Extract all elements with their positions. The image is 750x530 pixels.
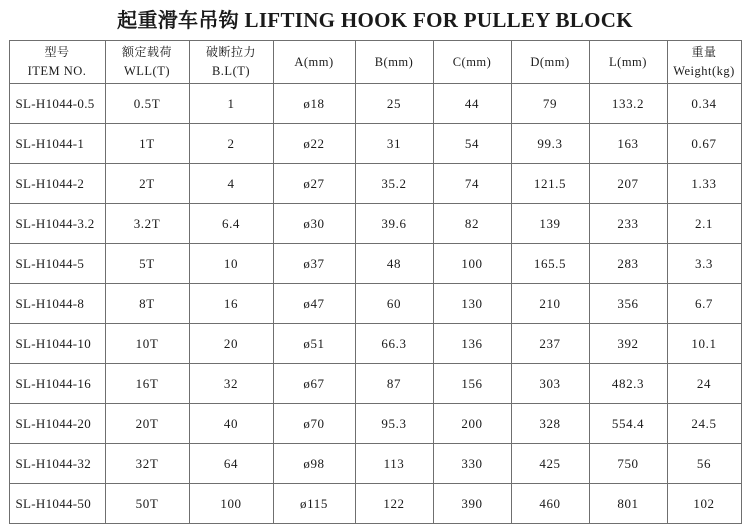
page-title xyxy=(0,0,750,40)
cell-wll: 0.5T xyxy=(105,84,189,124)
cell-d: 303 xyxy=(511,364,589,404)
cell-d: 328 xyxy=(511,404,589,444)
cell-weight: 56 xyxy=(667,444,741,484)
cell-bl: 10 xyxy=(189,244,273,284)
cell-b: 113 xyxy=(355,444,433,484)
cell-weight: 102 xyxy=(667,484,741,524)
table-row xyxy=(9,324,741,364)
cell-l: 554.4 xyxy=(589,404,667,444)
cell-a: ø67 xyxy=(273,364,355,404)
cell-d: 425 xyxy=(511,444,589,484)
cell-c: 54 xyxy=(433,124,511,164)
cell-b: 31 xyxy=(355,124,433,164)
cell-c: 130 xyxy=(433,284,511,324)
cell-model: SL-H1044-32 xyxy=(9,444,105,484)
cell-a: ø37 xyxy=(273,244,355,284)
cell-model: SL-H1044-1 xyxy=(9,124,105,164)
column-header-c: C(mm) xyxy=(433,41,511,84)
cell-model: SL-H1044-16 xyxy=(9,364,105,404)
cell-d: 121.5 xyxy=(511,164,589,204)
cell-weight: 1.33 xyxy=(667,164,741,204)
cell-a: ø47 xyxy=(273,284,355,324)
cell-c: 100 xyxy=(433,244,511,284)
table-row xyxy=(9,444,741,484)
cell-a: ø27 xyxy=(273,164,355,204)
cell-d: 99.3 xyxy=(511,124,589,164)
table-row xyxy=(9,164,741,204)
table-row xyxy=(9,244,741,284)
cell-d: 460 xyxy=(511,484,589,524)
cell-wll: 3.2T xyxy=(105,204,189,244)
cell-b: 60 xyxy=(355,284,433,324)
table-row xyxy=(9,84,741,124)
cell-wll: 1T xyxy=(105,124,189,164)
table-row xyxy=(9,124,741,164)
table-header-row xyxy=(9,41,741,84)
table-row xyxy=(9,484,741,524)
cell-l: 233 xyxy=(589,204,667,244)
cell-a: ø18 xyxy=(273,84,355,124)
cell-c: 82 xyxy=(433,204,511,244)
column-header-wll: 额定载荷 WLL(T) xyxy=(105,41,189,84)
cell-weight: 2.1 xyxy=(667,204,741,244)
cell-model: SL-H1044-2 xyxy=(9,164,105,204)
cell-l: 392 xyxy=(589,324,667,364)
column-header-bl: 破断拉力 B.L(T) xyxy=(189,41,273,84)
cell-model: SL-H1044-20 xyxy=(9,404,105,444)
page-title-english: LIFTING HOOK FOR PULLEY BLOCK xyxy=(244,8,633,32)
table-row xyxy=(9,404,741,444)
cell-wll: 50T xyxy=(105,484,189,524)
table-row xyxy=(9,204,741,244)
column-header-b: B(mm) xyxy=(355,41,433,84)
cell-weight: 6.7 xyxy=(667,284,741,324)
cell-weight: 3.3 xyxy=(667,244,741,284)
cell-b: 35.2 xyxy=(355,164,433,204)
cell-d: 210 xyxy=(511,284,589,324)
cell-a: ø30 xyxy=(273,204,355,244)
cell-weight: 24.5 xyxy=(667,404,741,444)
cell-b: 48 xyxy=(355,244,433,284)
cell-a: ø98 xyxy=(273,444,355,484)
specification-table xyxy=(9,40,742,524)
cell-model: SL-H1044-50 xyxy=(9,484,105,524)
cell-model: SL-H1044-8 xyxy=(9,284,105,324)
cell-weight: 0.67 xyxy=(667,124,741,164)
cell-l: 283 xyxy=(589,244,667,284)
cell-wll: 20T xyxy=(105,404,189,444)
cell-bl: 40 xyxy=(189,404,273,444)
cell-model: SL-H1044-3.2 xyxy=(9,204,105,244)
cell-b: 87 xyxy=(355,364,433,404)
cell-c: 136 xyxy=(433,324,511,364)
table-row xyxy=(9,364,741,404)
cell-wll: 8T xyxy=(105,284,189,324)
cell-wll: 2T xyxy=(105,164,189,204)
cell-d: 237 xyxy=(511,324,589,364)
cell-c: 390 xyxy=(433,484,511,524)
column-header-a: A(mm) xyxy=(273,41,355,84)
cell-l: 207 xyxy=(589,164,667,204)
cell-c: 74 xyxy=(433,164,511,204)
cell-a: ø115 xyxy=(273,484,355,524)
cell-model: SL-H1044-10 xyxy=(9,324,105,364)
cell-b: 66.3 xyxy=(355,324,433,364)
cell-l: 482.3 xyxy=(589,364,667,404)
cell-wll: 10T xyxy=(105,324,189,364)
page-title-chinese: 起重滑车吊钩 xyxy=(117,8,239,32)
table-header xyxy=(9,41,741,84)
table-row xyxy=(9,284,741,324)
table-body xyxy=(9,84,741,524)
column-header-d: D(mm) xyxy=(511,41,589,84)
cell-b: 95.3 xyxy=(355,404,433,444)
cell-l: 356 xyxy=(589,284,667,324)
cell-a: ø22 xyxy=(273,124,355,164)
cell-model: SL-H1044-5 xyxy=(9,244,105,284)
cell-l: 750 xyxy=(589,444,667,484)
cell-bl: 100 xyxy=(189,484,273,524)
cell-l: 133.2 xyxy=(589,84,667,124)
cell-bl: 4 xyxy=(189,164,273,204)
cell-a: ø70 xyxy=(273,404,355,444)
cell-l: 163 xyxy=(589,124,667,164)
column-header-l: L(mm) xyxy=(589,41,667,84)
cell-d: 165.5 xyxy=(511,244,589,284)
cell-b: 39.6 xyxy=(355,204,433,244)
cell-d: 139 xyxy=(511,204,589,244)
cell-bl: 16 xyxy=(189,284,273,324)
cell-wll: 32T xyxy=(105,444,189,484)
cell-c: 156 xyxy=(433,364,511,404)
cell-d: 79 xyxy=(511,84,589,124)
cell-weight: 0.34 xyxy=(667,84,741,124)
cell-bl: 20 xyxy=(189,324,273,364)
cell-bl: 2 xyxy=(189,124,273,164)
cell-c: 200 xyxy=(433,404,511,444)
column-header-weight: 重量 Weight(kg) xyxy=(667,41,741,84)
cell-wll: 16T xyxy=(105,364,189,404)
cell-weight: 10.1 xyxy=(667,324,741,364)
cell-c: 44 xyxy=(433,84,511,124)
cell-bl: 64 xyxy=(189,444,273,484)
cell-wll: 5T xyxy=(105,244,189,284)
cell-model: SL-H1044-0.5 xyxy=(9,84,105,124)
cell-l: 801 xyxy=(589,484,667,524)
cell-weight: 24 xyxy=(667,364,741,404)
cell-c: 330 xyxy=(433,444,511,484)
cell-bl: 6.4 xyxy=(189,204,273,244)
cell-b: 25 xyxy=(355,84,433,124)
column-header-model: 型号 ITEM NO. xyxy=(9,41,105,84)
cell-bl: 32 xyxy=(189,364,273,404)
cell-bl: 1 xyxy=(189,84,273,124)
cell-a: ø51 xyxy=(273,324,355,364)
cell-b: 122 xyxy=(355,484,433,524)
